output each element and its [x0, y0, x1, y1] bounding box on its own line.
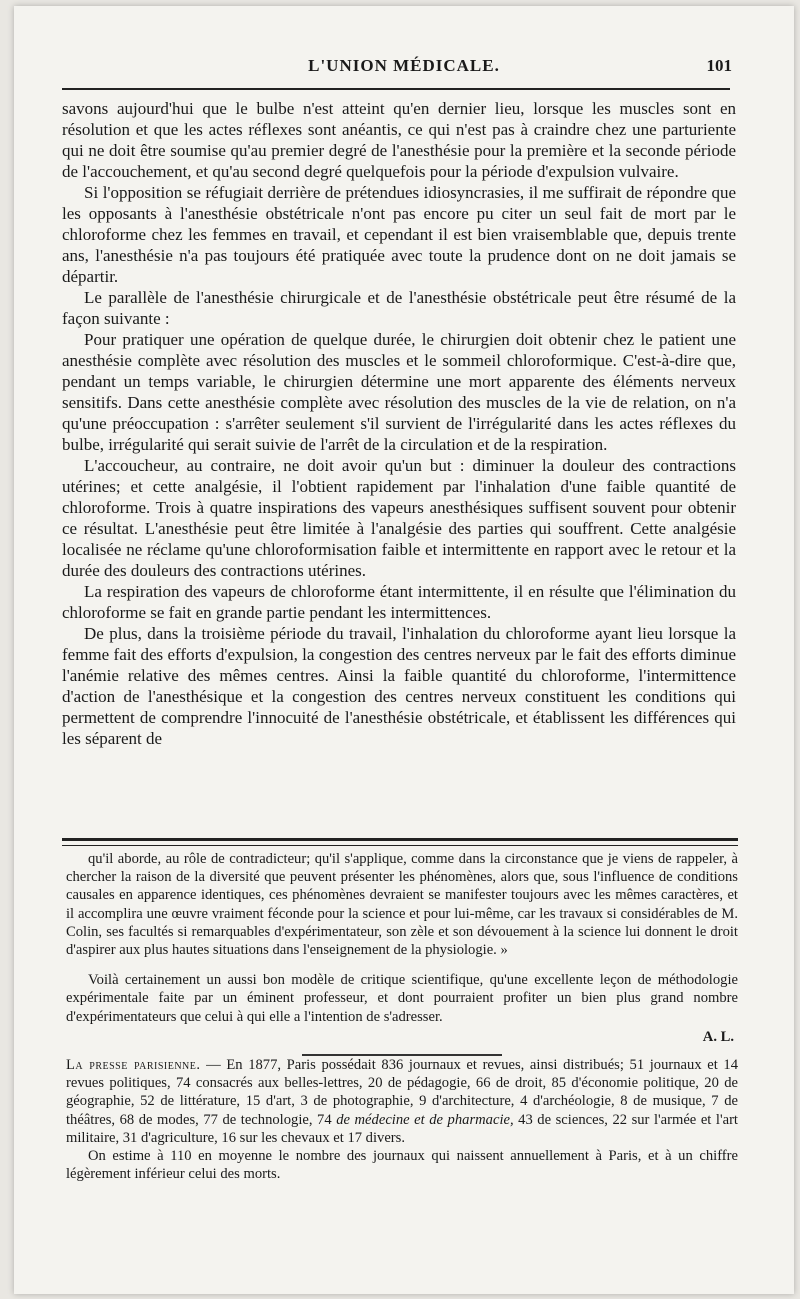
news-text-italic: de médecine et de pharmacie,	[336, 1111, 514, 1128]
news-item	[66, 1056, 738, 1147]
running-title: L'UNION MÉDICALE.	[308, 56, 500, 75]
paragraph-continuation: savons aujourd'hui que le bulbe n'est atteint qu'en dernier lieu, lorsque les muscles sont en résolution et que les actes réflexes sont anéantis, ce qui n'est pas à craindre chez une parturiente qui ne doit être soumise qu'au premier degré de l'anesthésie pour la première et la seconde période de l'accouchement, et qu'au second degré quelquefois pour la période d'expulsion vulvaire.	[62, 99, 736, 181]
page-header	[76, 56, 732, 84]
news-closing: On estime à 110 en moyenne le nombre des journaux qui naissent annuellement à Paris, et à un chiffre légèrement inférieur celui des morts.	[66, 1148, 738, 1183]
paragraph-respiration: La respiration des vapeurs de chloroforme étant intermittente, il en résulte que l'élimination du chloroforme se fait en grande partie pendant les intermittences.	[62, 582, 736, 622]
feuilleton-section	[66, 850, 738, 1183]
feuilleton-separator	[62, 838, 738, 846]
quoted-passage: qu'il aborde, au rôle de contradicteur; qu'il s'applique, comme dans la circonstance que je viens de rappeler, à chercher la raison de la diversité que peuvent présenter les phénomènes, alors que, sous l'influence de conditions causales en apparence identiques, ces phénomènes devraient se manifester toujours avec les mêmes caractères, et il accomplira une œuvre vraiment féconde pour la science et pour lui-même, car les travaux si considérables de M. Colin, ses facultés si remarquables d'expérimentateur, son zèle et son dévouement à la science lui donnent le droit d'aspirer aux plus hautes situations dans l'enseignement de la physiologie. »	[66, 851, 738, 959]
header-rule	[62, 88, 730, 90]
conclusion-paragraph: Voilà certainement un aussi bon modèle de critique scientifique, qu'une excellente leçon de méthodologie expérimentale faite par un éminent professeur, et dont pourraient profiter un bien plus grand nombre d'expérimentateurs que celui à qui elle a l'intention de s'adresser.	[66, 972, 738, 1025]
paragraph-troisieme-periode: De plus, dans la troisième période du travail, l'inhalation du chloroforme ayant lieu lorsque la femme fait des efforts d'expulsion, la congestion des centres nerveux par le fait des efforts diminue l'anémie relative des mêmes centres. Ainsi la faible quantité du chloroforme, l'intermittence d'action de l'anesthésique et la congestion des centres nerveux constituent les conditions qui permettent de comprendre l'innocuité de l'anesthésie obstétricale, et établissent les différences qui les séparent de	[62, 624, 736, 748]
page-number: 101	[706, 56, 732, 75]
main-article-text	[62, 98, 736, 749]
paragraph-opposition: Si l'opposition se réfugiait derrière de prétendues idiosyncrasies, il me suffirait de répondre que les opposants à l'anesthésie obstétricale n'ont pas encore pu citer un seul fait de mort par le chloroforme chez les femmes en travail, et cependant il est bien vraisemblable que, depuis trente ans, l'anesthésie n'a pas toujours été pratiquée avec toute la prudence dont on ne doit jamais se départir.	[62, 183, 736, 286]
news-text-part-1: — En 1877, Paris possédait 836 journaux et revues, ainsi distribués; 51 journaux et 14 revues politiques, 74 consacrés aux belles-lettres, 20 de pédagogie, 66 de droit, 85 d'économie politique, 20 de géographie, 52 de littérature, 15 d'art, 3 de photographie, 9 d'architecture, 4 d'archéologie, 8 de musique, 7 de théâtres, 68 de modes, 77 de technologie, 74	[66, 1057, 738, 1128]
author-signature: A. L.	[702, 1028, 734, 1045]
news-heading: La presse parisienne.	[66, 1057, 201, 1074]
journal-page	[14, 6, 794, 1294]
paragraph-accoucheur: L'accoucheur, au contraire, ne doit avoir qu'un but : diminuer la douleur des contractions utérines; et cette analgésie, il l'obtient rapidement par l'inhalation d'une faible quantité de chloroforme. Trois à quatre inspirations des vapeurs anesthésiques suffisent souvent pour obtenir ce résultat. L'anesthésie peut être limitée à l'analgésie des parties qui souffrent. Cette analgésie localisée ne réclame qu'une chloroformisation faible et intermittente en rapport avec le retour et la durée des douleurs des contractions utérines.	[62, 456, 736, 580]
paragraph-parallele: Le parallèle de l'anesthésie chirurgicale et de l'anesthésie obstétricale peut être résumé de la façon suivante :	[62, 288, 736, 328]
paragraph-chirurgien: Pour pratiquer une opération de quelque durée, le chirurgien doit obtenir chez le patient une anesthésie complète avec résolution des muscles et le sommeil chloroformique. C'est-à-dire que, pendant un temps variable, le chirurgien détermine une mort apparente des éléments nerveux sensitifs. Dans cette anesthésie complète avec résolution des muscles de la vie de relation, on n'a qu'une préoccupation : s'arrêter seulement s'il survient de l'irrégularité dans les actes réflexes du bulbe, irrégularité qui serait suivie de l'arrêt de la circulation et de la respiration.	[62, 330, 736, 454]
news-text-part-2: 43 de sciences, 22 sur l'armée et l'art militaire, 31 d'agriculture, 16 sur les chevaux et 17 divers.	[66, 1111, 738, 1146]
